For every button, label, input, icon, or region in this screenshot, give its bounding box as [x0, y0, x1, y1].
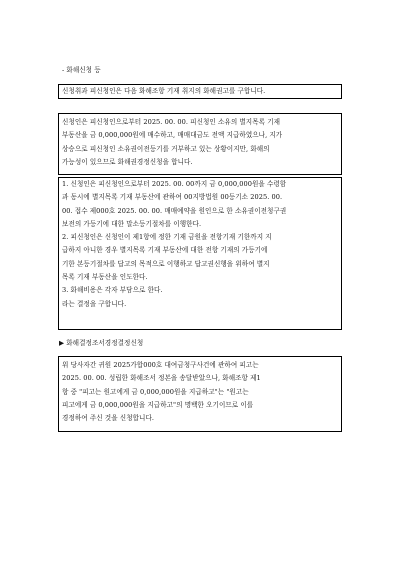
text-line: 신청인은 피신청인으로부터 2025. 00. 00. 피신청인 소유의 별지목록 기재	[62, 118, 281, 126]
text-line: 피고에게 금 0,000,000원을 지급하고"의 명백한 오기이므로 이를	[62, 400, 254, 409]
text-line: 위 당사자간 귀원 2025가합000호 대여금청구사건에 관하여 피고는	[62, 361, 259, 369]
text-line: 가능성이 있으므로 화해권경정신청을 합니다.	[62, 157, 193, 166]
text-line: 상승으로 피신청인 소유권이전등기를 거부하고 있는 상황이지만, 화해의	[62, 144, 270, 153]
text-line: 기한 본등기절차를 답고의 목적으로 이행하고 답고권신행을 위하여 별지	[62, 259, 270, 268]
text-line: 부동산을 금 0,000,000원에 매수하고, 매매대금도 전액 지급하였으나, 지가	[62, 131, 283, 140]
text-line: 목록 기재 부동산을 인도한다.	[62, 273, 148, 282]
section-title-settlement: - 화해신청 등	[62, 66, 101, 74]
text-line: 1. 신청인은 피신청인으로부터 2025. 00. 00까지 금 0,000,000원을 수령함	[62, 180, 287, 188]
text-line: 급하지 아니한 경우 별지목록 기재 부동산에 대한 전항 기재의 가등기에	[62, 246, 268, 255]
text-line: 경정하여 주신 것을 신청합니다.	[62, 414, 155, 423]
text-line: 2025. 00. 00. 성립한 화해조서 정본을 송달받았으나, 화해조항 제1	[62, 374, 261, 383]
correction-request-box	[58, 356, 342, 432]
cause-of-request-box	[58, 113, 342, 175]
text-line: 과 동시에 별지목록 기재 부동산에 관하여 00지방법원 00등기소 2025. 00.	[62, 193, 283, 202]
cause-of-request-text	[62, 116, 282, 169]
settlement-terms-box	[58, 177, 342, 330]
section-title-correction: ▶ 화해결정조서경정결정신청	[59, 339, 144, 347]
settlement-request-text: 신청취과 피신청인은 다음 화해조항 기재 취지의 화해권고를 구합니다.	[62, 87, 266, 95]
text-line: 라는 결정을 구합니다.	[62, 299, 127, 308]
text-line: 00. 접수 제000호 2025. 00. 00. 매매예약을 원인으로 한 소유권이전청구권	[62, 206, 287, 215]
correction-request-text	[62, 359, 261, 425]
settlement-request-box	[58, 84, 342, 99]
text-line: 보전의 가등기에 대한 말소등기절차를 이행한다.	[62, 219, 202, 228]
settlement-terms-text	[62, 178, 286, 311]
text-line: 2. 피신청인은 신청인이 제1항에 정한 기재 금원을 전항기재 기한까지 지	[62, 233, 272, 242]
text-line: 항 중 "피고는 원고에게 금 0,000,000원을 지급하고"는 "원고는	[62, 387, 249, 396]
text-line: 3. 화해비용은 각자 부담으로 한다.	[62, 286, 163, 295]
